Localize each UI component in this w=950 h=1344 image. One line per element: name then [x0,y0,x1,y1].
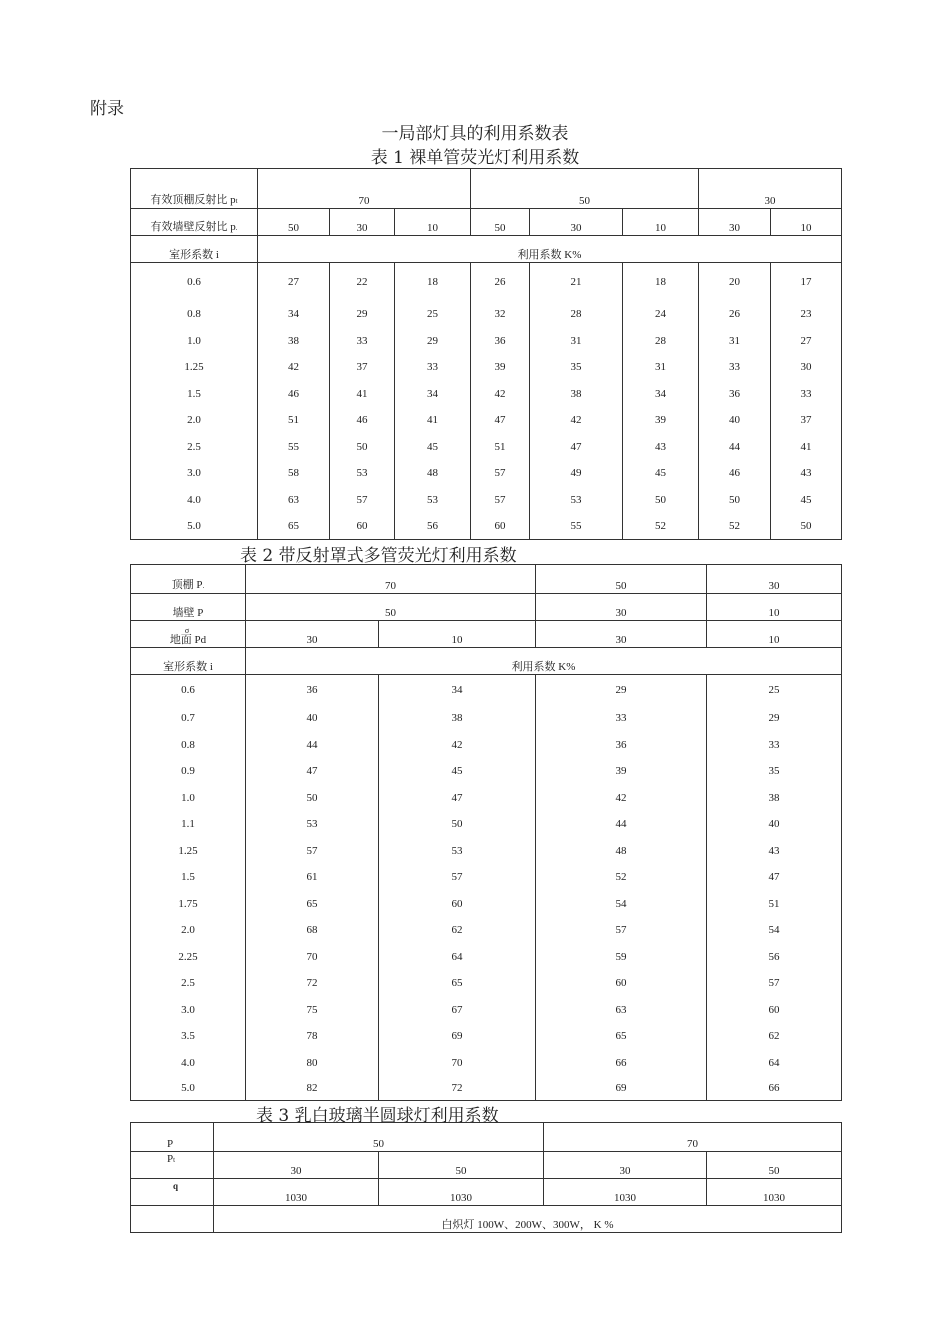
table1-room-index: 0.6 [131,263,258,301]
table2-reflector-fluorescent [130,564,842,1101]
table2-coef-value: 33 [707,732,842,758]
table1-coef-value: 56 [395,513,471,540]
table2-coef-value: 68 [246,917,379,944]
table3-q-value: 1030 [379,1179,544,1206]
table2-wall-10: 10 [707,594,842,621]
table1-coef-value: 50 [330,434,395,460]
table1-coef-value: 37 [771,407,842,434]
table2-coef-value: 64 [707,1050,842,1076]
table1-coef-value: 53 [395,487,471,513]
table1-coef-value: 26 [699,301,771,328]
table2-row [131,917,842,944]
table2-coef-value: 50 [246,785,379,811]
table2-coef-value: 69 [536,1076,707,1101]
table1-coef-value: 38 [258,328,330,354]
table1-coef-value: 60 [330,513,395,540]
table2-coef-value: 70 [379,1050,536,1076]
table1-coef-value: 17 [771,263,842,301]
table1-coef-value: 58 [258,460,330,487]
table2-coef-value: 60 [379,891,536,917]
table1-coef-value: 57 [471,460,530,487]
table1-room-index: 5.0 [131,513,258,540]
table1-wall-value: 50 [258,209,330,236]
table3-pt-value: 30 [544,1152,707,1179]
table1-room-index: 1.5 [131,381,258,407]
table3-blank-cell [131,1206,214,1233]
table1-coef-value: 45 [623,460,699,487]
table2-coef-value: 66 [536,1050,707,1076]
table1-coef-value: 53 [330,460,395,487]
table1-row [131,328,842,354]
table3-pt-value: 50 [707,1152,842,1179]
table2-body [131,675,842,1101]
table2-coef-value: 39 [536,758,707,785]
table3-q-row [131,1179,842,1206]
table1-room-index: 0.8 [131,301,258,328]
table1-coef-value: 55 [530,513,623,540]
table2-row [131,705,842,732]
table1-coef-value: 32 [471,301,530,328]
table1-room-index: 4.0 [131,487,258,513]
table2-room-index: 2.25 [131,944,246,970]
table2-coef-value: 53 [246,811,379,838]
table1-coef-value: 39 [623,407,699,434]
table1-coef-value: 27 [258,263,330,301]
table2-row [131,891,842,917]
table2-room-index: 1.0 [131,785,246,811]
table1-coef-value: 34 [395,381,471,407]
table3-p-label: P [131,1123,214,1152]
table1-coef-value: 57 [330,487,395,513]
table2-coef-value: 69 [379,1023,536,1050]
table2-coef-value: 42 [379,732,536,758]
table1-coef-value: 47 [530,434,623,460]
table2-row [131,970,842,997]
table1-coef-value: 36 [699,381,771,407]
table3-pt-row [131,1152,842,1179]
table3-title: 表 3 乳白玻璃半圆球灯利用系数 [256,1106,499,1126]
table3-p-50: 50 [214,1123,544,1152]
table1-room-index: 3.0 [131,460,258,487]
table1-coef-value: 43 [771,460,842,487]
table1-room-index: 2.0 [131,407,258,434]
table3-note-row [131,1206,842,1233]
table2-room-index: 1.75 [131,891,246,917]
table1-row [131,487,842,513]
table1-coef-value: 49 [530,460,623,487]
table2-row [131,785,842,811]
table2-coef-value: 36 [536,732,707,758]
table1-coef-value: 28 [530,301,623,328]
table1-coef-value: 44 [699,434,771,460]
table2-coef-value: 40 [246,705,379,732]
table1-coef-value: 28 [623,328,699,354]
table2-coef-value: 44 [246,732,379,758]
table2-ceiling-30: 30 [707,565,842,594]
table2-coef-value: 57 [246,838,379,864]
table2-wall-50: 50 [246,594,536,621]
table3-p-70: 70 [544,1123,842,1152]
table1-coef-value: 52 [623,513,699,540]
table1-coef-value: 26 [471,263,530,301]
table2-coef-value: 48 [536,838,707,864]
table2-coef-value: 44 [536,811,707,838]
table1-coef-value: 46 [330,407,395,434]
table2-label-row [131,648,842,675]
table2-room-index: 4.0 [131,1050,246,1076]
table1-coef-value: 41 [330,381,395,407]
table2-coef-value: 62 [707,1023,842,1050]
table2-row [131,944,842,970]
table1-coef-value: 47 [471,407,530,434]
table2-room-index: 1.25 [131,838,246,864]
table1-coef-value: 34 [623,381,699,407]
table1-row [131,407,842,434]
table2-coef-value: 43 [707,838,842,864]
table1-row [131,513,842,540]
table2-coef-value: 45 [379,758,536,785]
table1-coef-value: 33 [699,354,771,381]
table1-coef-value: 18 [623,263,699,301]
table1-coef-value: 51 [471,434,530,460]
table2-ceiling-label: 顶棚 P. [131,565,246,594]
table1-coef-value: 52 [699,513,771,540]
table1-coef-value: 63 [258,487,330,513]
table1-title: 表 1 裸单管荧光灯利用系数 [370,148,580,168]
table1-wall-value: 50 [471,209,530,236]
table2-coef-value: 75 [246,997,379,1023]
table1-ceiling-50: 50 [471,169,699,209]
table1-coef-value: 48 [395,460,471,487]
table2-coef-value: 65 [536,1023,707,1050]
table1-coef-value: 37 [330,354,395,381]
table1-coef-value: 35 [530,354,623,381]
table2-coef-value: 35 [707,758,842,785]
table1-wall-row [131,209,842,236]
table2-room-label: 室形系数 i [131,648,246,675]
table2-row [131,997,842,1023]
table2-coef-value: 53 [379,838,536,864]
table2-coef-value: 66 [707,1076,842,1101]
table1-coef-value: 41 [395,407,471,434]
table1-coef-value: 31 [699,328,771,354]
table2-coef-value: 54 [536,891,707,917]
table1-coef-value: 50 [623,487,699,513]
table1-row [131,301,842,328]
table1-wall-label: 有效墙壁反射比 p. [131,209,258,236]
table3-q-value: 1030 [214,1179,379,1206]
table1-coef-value: 20 [699,263,771,301]
table1-coef-value: 50 [699,487,771,513]
table3-lamp-note: 白炽灯 100W、200W、300W， K % [214,1206,842,1233]
table1-coef-value: 21 [530,263,623,301]
table1-coef-value: 41 [771,434,842,460]
table2-coef-value: 50 [379,811,536,838]
table1-coef-value: 36 [471,328,530,354]
table1-wall-value: 30 [530,209,623,236]
table1-coef-value: 42 [471,381,530,407]
table2-wall-label: 墙壁 P [131,594,246,621]
table2-room-index: 0.8 [131,732,246,758]
table1-coef-value: 38 [530,381,623,407]
table1-row [131,434,842,460]
appendix-label: 附录 [90,99,124,118]
table2-coef-value: 60 [707,997,842,1023]
table2-row [131,675,842,705]
table2-coef-value: 67 [379,997,536,1023]
table3-pt-value: 50 [379,1152,544,1179]
table1-coef-value: 24 [623,301,699,328]
table2-coef-value: 65 [379,970,536,997]
table2-row [131,838,842,864]
table2-coef-value: 25 [707,675,842,705]
table1-coef-value: 46 [258,381,330,407]
table2-coef-value: 78 [246,1023,379,1050]
table2-coef-value: 64 [379,944,536,970]
table1-room-index: 1.0 [131,328,258,354]
table1-bare-fluorescent [130,168,842,540]
table1-wall-value: 10 [395,209,471,236]
table2-ceiling-50: 50 [536,565,707,594]
table2-coef-value: 47 [379,785,536,811]
table1-coef-value: 25 [395,301,471,328]
table2-row [131,1050,842,1076]
table3-opal-globe [130,1122,842,1233]
table2-coef-value: 47 [707,864,842,891]
table3-p-row [131,1123,842,1152]
table2-coef-value: 34 [379,675,536,705]
table3-q-label: q [131,1179,214,1206]
table2-coef-value: 72 [379,1076,536,1101]
table2-coef-value: 33 [536,705,707,732]
table1-row [131,263,842,301]
table1-coef-value: 29 [395,328,471,354]
table1-coef-label: 利用系数 K% [258,236,842,263]
table1-wall-value: 30 [699,209,771,236]
table2-coef-value: 29 [536,675,707,705]
table2-ceiling-70: 70 [246,565,536,594]
table1-label-row [131,236,842,263]
table1-body [131,263,842,540]
table1-coef-value: 29 [330,301,395,328]
table1-room-index: 1.25 [131,354,258,381]
table2-coef-value: 72 [246,970,379,997]
table2-room-index: 5.0 [131,1076,246,1101]
table2-coef-value: 61 [246,864,379,891]
table1-coef-value: 31 [623,354,699,381]
table2-coef-value: 38 [379,705,536,732]
table1-coef-value: 65 [258,513,330,540]
table2-floor-value: 30 [246,621,379,648]
table1-coef-value: 23 [771,301,842,328]
table2-coef-value: 54 [707,917,842,944]
table1-coef-value: 53 [530,487,623,513]
table2-floor-label: σ 地面 Pd [131,621,246,648]
table2-floor-value: 10 [379,621,536,648]
table1-coef-value: 30 [771,354,842,381]
table1-wall-value: 10 [771,209,842,236]
table1-coef-value: 55 [258,434,330,460]
table2-coef-value: 52 [536,864,707,891]
table2-room-index: 3.5 [131,1023,246,1050]
table1-coef-value: 34 [258,301,330,328]
table2-coef-label: 利用系数 K% [246,648,842,675]
table2-floor-value: 10 [707,621,842,648]
table2-coef-value: 56 [707,944,842,970]
table1-coef-value: 57 [471,487,530,513]
table1-coef-value: 22 [330,263,395,301]
table2-row [131,1076,842,1101]
table1-coef-value: 45 [395,434,471,460]
table3-q-value: 1030 [707,1179,842,1206]
table1-coef-value: 42 [530,407,623,434]
table2-wall-row [131,594,842,621]
table1-row [131,381,842,407]
table3-pt-value: 30 [214,1152,379,1179]
table3-q-value: 1030 [544,1179,707,1206]
table1-row [131,354,842,381]
table1-coef-value: 50 [771,513,842,540]
table2-coef-value: 70 [246,944,379,970]
table1-coef-value: 27 [771,328,842,354]
table2-coef-value: 57 [707,970,842,997]
table2-coef-value: 65 [246,891,379,917]
table1-coef-value: 33 [395,354,471,381]
table1-coef-value: 40 [699,407,771,434]
table2-coef-value: 60 [536,970,707,997]
table2-row [131,732,842,758]
table1-coef-value: 18 [395,263,471,301]
table2-room-index: 1.1 [131,811,246,838]
table1-ceiling-30: 30 [699,169,842,209]
table2-row [131,758,842,785]
table1-coef-value: 51 [258,407,330,434]
table2-coef-value: 42 [536,785,707,811]
table3-pt-label: Pt [131,1152,214,1179]
table2-coef-value: 36 [246,675,379,705]
table2-room-index: 2.0 [131,917,246,944]
table1-row [131,460,842,487]
table1-coef-value: 33 [771,381,842,407]
table2-coef-value: 63 [536,997,707,1023]
table1-room-index: 2.5 [131,434,258,460]
table2-room-index: 3.0 [131,997,246,1023]
table2-row [131,1023,842,1050]
table2-coef-value: 47 [246,758,379,785]
table2-row [131,864,842,891]
table1-wall-value: 10 [623,209,699,236]
table1-coef-value: 42 [258,354,330,381]
table1-ceiling-label: 有效顶棚反射比 pt [131,169,258,209]
table1-coef-value: 45 [771,487,842,513]
table2-title: 表 2 带反射罩式多管荧光灯利用系数 [240,546,517,566]
table2-floor-value: 30 [536,621,707,648]
table2-floor-row [131,621,842,648]
table2-room-index: 1.5 [131,864,246,891]
table1-coef-value: 46 [699,460,771,487]
table2-wall-30: 30 [536,594,707,621]
table1-coef-value: 31 [530,328,623,354]
table2-coef-value: 29 [707,705,842,732]
table1-coef-value: 39 [471,354,530,381]
table2-room-index: 0.7 [131,705,246,732]
document-heading: 一局部灯具的利用系数表 [381,124,569,144]
table2-coef-value: 59 [536,944,707,970]
table2-coef-value: 51 [707,891,842,917]
table2-coef-value: 82 [246,1076,379,1101]
table2-ceiling-row [131,565,842,594]
table2-coef-value: 57 [379,864,536,891]
table1-ceiling-row [131,169,842,209]
table2-row [131,811,842,838]
table2-coef-value: 38 [707,785,842,811]
table1-room-label: 室形系数 i [131,236,258,263]
table2-coef-value: 40 [707,811,842,838]
table2-coef-value: 57 [536,917,707,944]
table2-room-index: 0.9 [131,758,246,785]
table1-wall-value: 30 [330,209,395,236]
table1-coef-value: 33 [330,328,395,354]
table1-coef-value: 60 [471,513,530,540]
table2-coef-value: 62 [379,917,536,944]
table2-coef-value: 80 [246,1050,379,1076]
table2-room-index: 0.6 [131,675,246,705]
table2-room-index: 2.5 [131,970,246,997]
table1-ceiling-70: 70 [258,169,471,209]
table1-coef-value: 43 [623,434,699,460]
